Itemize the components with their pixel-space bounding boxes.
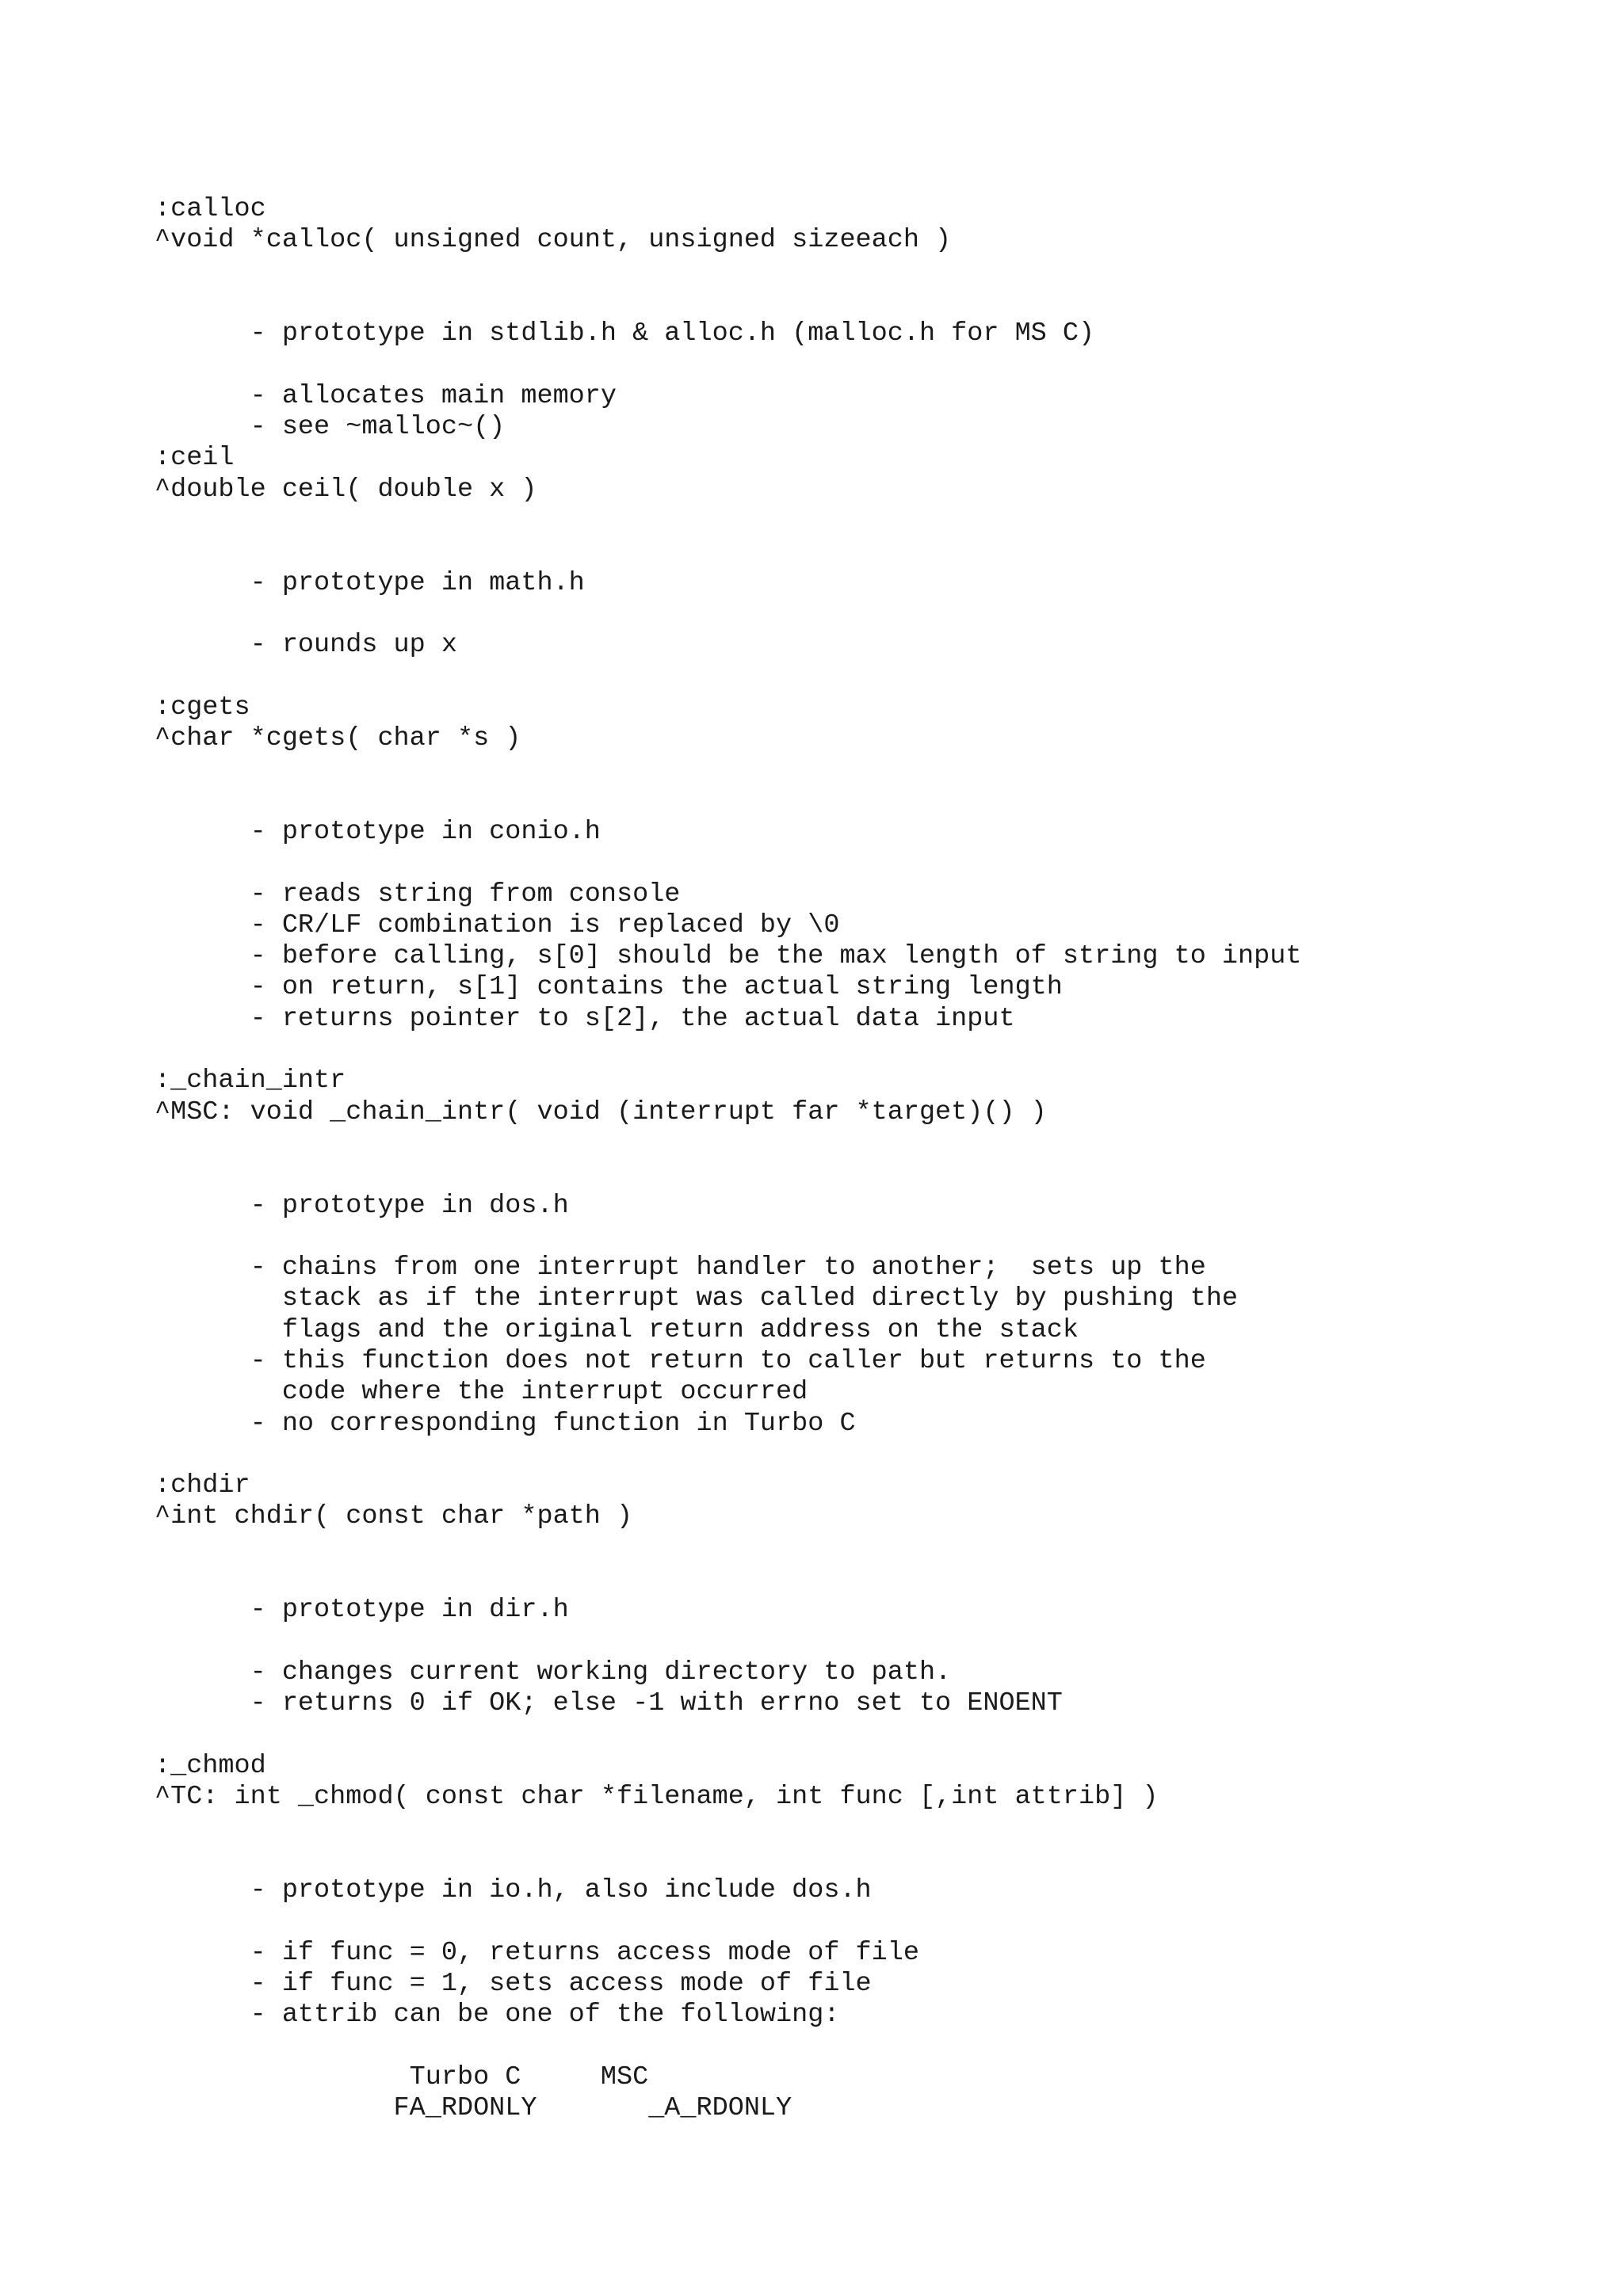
- text-line: flags and the original return address on the stack: [155, 1314, 1079, 1345]
- text-line: - if func = 0, returns access mode of file: [155, 1937, 919, 1968]
- text-line: [155, 599, 1597, 630]
- text-line: - rounds up x: [155, 630, 457, 661]
- text-line: - on return, s[1] contains the actual string length: [155, 972, 1063, 1003]
- text-line: [155, 288, 1597, 318]
- text-line: FA_RDONLY _A_RDONLY: [155, 2093, 792, 2124]
- text-line: [155, 536, 1597, 567]
- text-line: [155, 1906, 1597, 1937]
- text-line: [155, 1440, 1597, 1470]
- text-line: stack as if the interrupt was called directly by pushing the: [155, 1283, 1239, 1314]
- text-line: - this function does not return to caller but returns to the: [155, 1345, 1206, 1376]
- text-line: [155, 2031, 1597, 2062]
- text-line: :_chain_intr: [155, 1066, 346, 1097]
- text-line: code where the interrupt occurred: [155, 1377, 808, 1408]
- text-line: - prototype in io.h, also include dos.h: [155, 1875, 872, 1906]
- text-line: [155, 257, 1597, 288]
- text-line: - see ~malloc~(): [155, 412, 506, 443]
- text-line: - if func = 1, sets access mode of file: [155, 1968, 872, 1999]
- text-line: [155, 1564, 1597, 1595]
- text-line: :ceil: [155, 443, 235, 474]
- text-line: - prototype in stdlib.h & alloc.h (malloc.h for MS C): [155, 318, 1095, 349]
- text-line: [155, 1627, 1597, 1657]
- text-line: - reads string from console: [155, 879, 681, 910]
- text-line: [155, 786, 1597, 817]
- text-line: [155, 349, 1597, 380]
- text-line: - returns pointer to s[2], the actual data input: [155, 1003, 1015, 1034]
- text-line: - attrib can be one of the following:: [155, 2000, 840, 2031]
- text-line: - prototype in conio.h: [155, 816, 601, 847]
- text-line: ^MSC: void _chain_intr( void (interrupt far *target)() ): [155, 1097, 1047, 1127]
- text-line: [155, 1844, 1597, 1875]
- text-line: - prototype in dos.h: [155, 1190, 569, 1221]
- text-line: - prototype in math.h: [155, 567, 585, 598]
- text-line: - no corresponding function in Turbo C: [155, 1408, 856, 1439]
- text-line: :chdir: [155, 1470, 250, 1501]
- text-line: [155, 505, 1597, 536]
- text-line: ^char *cgets( char *s ): [155, 723, 521, 754]
- text-line: - before calling, s[0] should be the max length of string to input: [155, 941, 1302, 972]
- document-body: [155, 194, 1597, 2124]
- text-line: :cgets: [155, 692, 250, 723]
- text-line: ^void *calloc( unsigned count, unsigned sizeeach ): [155, 225, 952, 256]
- text-line: [155, 1533, 1597, 1564]
- text-line: - changes current working directory to path.: [155, 1657, 952, 1688]
- text-line: - prototype in dir.h: [155, 1595, 569, 1626]
- text-line: [155, 848, 1597, 879]
- text-line: ^TC: int _chmod( const char *filename, int func [,int attrib] ): [155, 1782, 1159, 1813]
- text-line: [155, 1159, 1597, 1190]
- text-line: [155, 1222, 1597, 1253]
- text-line: [155, 1128, 1597, 1159]
- text-line: [155, 754, 1597, 785]
- text-line: [155, 1813, 1597, 1844]
- text-line: - allocates main memory: [155, 380, 617, 411]
- text-line: - chains from one interrupt handler to another; sets up the: [155, 1253, 1206, 1283]
- text-line: :_chmod: [155, 1750, 266, 1781]
- text-line: [155, 1720, 1597, 1751]
- text-line: - returns 0 if OK; else -1 with errno set to ENOENT: [155, 1688, 1063, 1719]
- text-line: ^double ceil( double x ): [155, 474, 537, 505]
- text-line: [155, 661, 1597, 692]
- text-line: ^int chdir( const char *path ): [155, 1501, 633, 1532]
- text-line: [155, 1035, 1597, 1066]
- text-line: - CR/LF combination is replaced by \0: [155, 910, 840, 940]
- text-line: :calloc: [155, 194, 266, 224]
- text-line: Turbo C MSC: [155, 2061, 649, 2092]
